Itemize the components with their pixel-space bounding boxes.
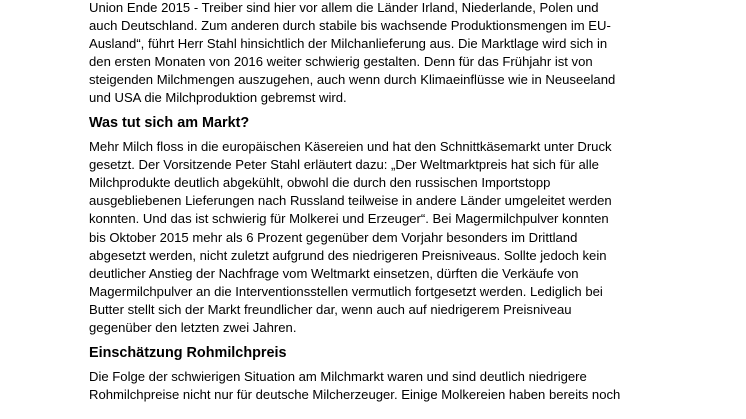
text-line: steigenden Milchmengen auszugehen, auch wenn durch Klimaeinflüsse wie in Neuseeland [89,72,616,88]
text-line: Rohmilchpreise nicht nur für deutsche Milcherzeuger. Einige Molkereien haben bereits noch [89,386,621,402]
paragraph-raw-milk-price [89,368,649,404]
text-line: Union Ende 2015 - Treiber sind hier vor allem die Länder Irland, Niederlande, Polen und [89,0,599,15]
text-line: Magermilchpulver an die Interventionsstellen vermutlich fortgesetzt werden. Lediglich bei [89,283,603,299]
text-line: deutlicher Anstieg der Nachfrage vom Weltmarkt einsetzen, dürften die Verkäufe von [89,265,579,281]
text-line: Die Folge der schwierigen Situation am Milchmarkt waren und sind deutlich niedrigere [89,368,587,384]
paragraph-milk-supply [89,0,649,107]
text-line: Ausland“, führt Herr Stahl hinsichtlich der Milchanlieferung aus. Die Marktlage wird sich in [89,36,608,52]
text-line: auch Deutschland. Zum anderen durch stabile bis wachsende Produktionsmengen im EU- [89,18,611,34]
section-heading-market: Was tut sich am Markt? [89,115,250,132]
paragraph-market [89,138,649,337]
text-line: und USA die Milchproduktion gebremst wird. [89,90,347,106]
text-line: Milchprodukte deutlich abgekühlt, obwohl die durch den russischen Importstopp [89,175,551,191]
text-line: den ersten Monaten von 2016 weiter schwierig gestalten. Denn für das Frühjahr ist von [89,54,593,70]
text-line: gegenüber den letzten zwei Jahren. [89,319,297,335]
text-line: konnten. Und das ist schwierig für Molkerei und Erzeuger“. Bei Magermilchpulver konnten [89,211,609,227]
text-line: bis Oktober 2015 mehr als 6 Prozent gegenüber dem Vorjahr besonders im Drittland [89,229,578,245]
text-line: Mehr Milch floss in die europäischen Käsereien und hat den Schnittkäsemarkt unter Druck [89,139,612,155]
text-line: abgesetzt werden, nicht zuletzt aufgrund des niedrigeren Preisniveaus. Sollte jedoch kein [89,247,607,263]
section-heading-raw-milk-price: Einschätzung Rohmilchpreis [89,344,287,361]
text-line: ausgebliebenen Lieferungen nach Russland teilweise in andere Länder umgeleitet werden [89,193,612,209]
text-line: Butter stellt sich der Markt freundlicher dar, wenn auch auf niedrigerem Preisniveau [89,301,572,317]
text-line: gesetzt. Der Vorsitzende Peter Stahl erläutert dazu: „Der Weltmarktpreis hat sich für alle [89,157,599,173]
document-body [89,0,649,404]
